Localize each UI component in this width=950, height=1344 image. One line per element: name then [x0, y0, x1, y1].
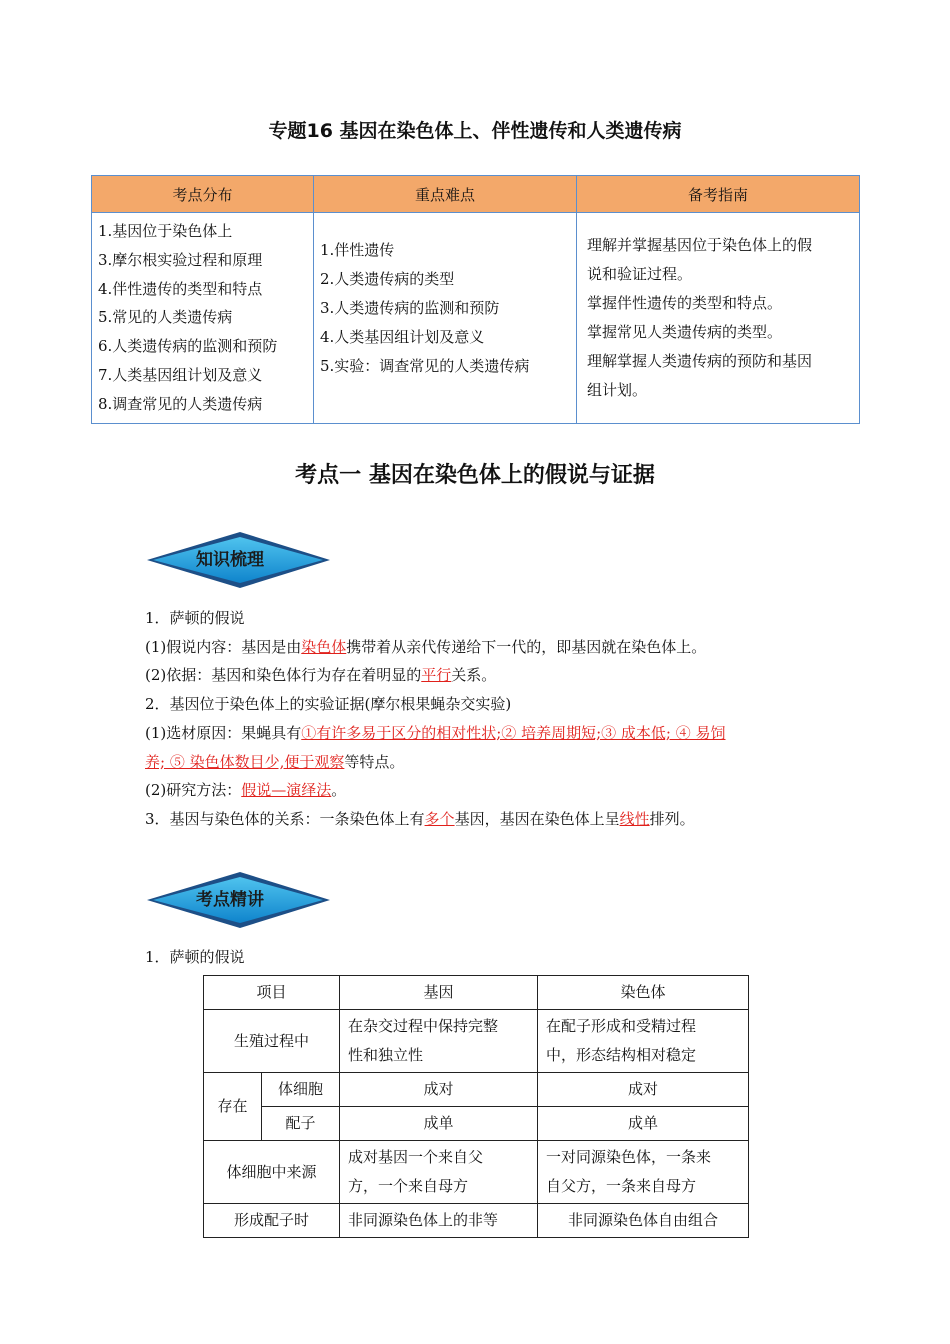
table-cell: 非同源染色体上的非等 [340, 1204, 538, 1238]
table-cell: 一对同源染色体，一条来 自父方，一条来自母方 [538, 1141, 749, 1204]
knowledge-line: 养; ⑤ 染色体数目少,便于观察等特点。 [145, 752, 405, 771]
table-header: 项目 [204, 976, 340, 1010]
sadun-compare-table [203, 975, 749, 1238]
table-header: 染色体 [538, 976, 749, 1010]
table-cell: 在杂交过程中保持完整 性和独立性 [340, 1010, 538, 1073]
table-cell: 体细胞 [262, 1073, 340, 1107]
answer-blank: 假说—演绎法 [241, 781, 332, 800]
zhongdian-list [314, 213, 577, 424]
table-row [204, 1204, 749, 1238]
list-item: 6.人类遗传病的监测和预防 [98, 337, 278, 356]
kaodian-list [92, 213, 314, 424]
badge-label: 考点精讲 [196, 890, 264, 910]
list-item: 组计划。 [587, 380, 648, 399]
table-cell: 成对基因一个来自父 方，一个来自母方 [340, 1141, 538, 1204]
jingjiang-badge [145, 869, 335, 931]
table-cell: 在配子形成和受精过程 中，形态结构相对稳定 [538, 1010, 749, 1073]
list-item: 3.人类遗传病的监测和预防 [320, 299, 500, 318]
overview-header: 备考指南 [577, 176, 860, 213]
list-item: 掌握常见人类遗传病的类型。 [587, 322, 783, 341]
table-cell: 存在 [204, 1073, 262, 1141]
list-item: 3.摩尔根实验过程和原理 [98, 250, 263, 269]
jingjiang-heading: 1．萨顿的假说 [145, 948, 245, 966]
list-item: 理解掌握人类遗传病的预防和基因 [587, 351, 813, 370]
list-item: 4.人类基因组计划及意义 [320, 328, 485, 347]
table-cell: 配子 [262, 1107, 340, 1141]
knowledge-body [145, 604, 825, 834]
list-item: 8.调查常见的人类遗传病 [98, 394, 263, 413]
answer-blank: ①有许多易于区分的相对性状;② 培养周期短;③ 成本低; ④ 易饲 [301, 723, 726, 742]
badge-label: 知识梳理 [196, 550, 264, 570]
list-item: 理解并掌握基因位于染色体上的假 [587, 235, 813, 254]
section-title: 考点一 基因在染色体上的假说与证据 [295, 463, 655, 488]
answer-blank: 多个 [424, 809, 455, 828]
table-row [204, 976, 749, 1010]
page-title: 专题16 基因在染色体上、伴性遗传和人类遗传病 [268, 120, 682, 142]
knowledge-line: 3．基因与染色体的关系：一条染色体上有多个基因，基因在染色体上呈线性排列。 [145, 809, 695, 828]
table-cell: 成单 [340, 1107, 538, 1141]
list-item: 7.人类基因组计划及意义 [98, 365, 263, 384]
list-item: 5.常见的人类遗传病 [98, 308, 233, 327]
table-cell: 体细胞中来源 [204, 1141, 340, 1204]
table-cell: 成单 [538, 1107, 749, 1141]
answer-blank: 养; ⑤ 染色体数目少,便于观察 [145, 752, 345, 771]
knowledge-line: 2．基因位于染色体上的实验证据(摩尔根果蝇杂交实验) [145, 695, 512, 714]
answer-blank: 平行 [421, 666, 452, 685]
table-cell: 生殖过程中 [204, 1010, 340, 1073]
table-row [204, 1073, 749, 1107]
overview-header: 考点分布 [92, 176, 314, 213]
knowledge-line: (1)假说内容：基因是由染色体携带着从亲代传递给下一代的，即基因就在染色体上。 [145, 637, 707, 656]
table-cell: 形成配子时 [204, 1204, 340, 1238]
knowledge-line: (2)依据：基因和染色体行为存在着明显的平行关系。 [145, 666, 497, 685]
overview-body-row [92, 213, 860, 424]
beikao-list [577, 213, 860, 424]
zhishi-badge [145, 529, 335, 591]
list-item: 掌握伴性遗传的类型和特点。 [587, 293, 783, 312]
list-item: 1.基因位于染色体上 [98, 222, 233, 240]
table-row [204, 1107, 749, 1141]
knowledge-line: (1)选材原因：果蝇具有①有许多易于区分的相对性状;② 培养周期短;③ 成本低; ④ 易饲 [145, 723, 726, 742]
list-item: 说和验证过程。 [587, 264, 693, 283]
overview-header-row [92, 176, 860, 213]
list-item: 4.伴性遗传的类型和特点 [98, 279, 263, 298]
table-row [204, 1010, 749, 1073]
overview-header: 重点难点 [314, 176, 577, 213]
list-item: 2.人类遗传病的类型 [320, 270, 455, 289]
table-cell: 成对 [340, 1073, 538, 1107]
table-cell: 非同源染色体自由组合 [538, 1204, 749, 1238]
table-row [204, 1141, 749, 1204]
answer-blank: 染色体 [301, 637, 347, 656]
overview-table [91, 175, 860, 424]
table-header: 基因 [340, 976, 538, 1010]
list-item: 1.伴性遗传 [320, 241, 395, 260]
answer-blank: 线性 [619, 809, 650, 828]
knowledge-line: (2)研究方法：假说—演绎法。 [145, 781, 347, 800]
table-cell: 成对 [538, 1073, 749, 1107]
knowledge-line: 1．萨顿的假说 [145, 609, 245, 627]
list-item: 5.实验：调查常见的人类遗传病 [320, 357, 530, 376]
